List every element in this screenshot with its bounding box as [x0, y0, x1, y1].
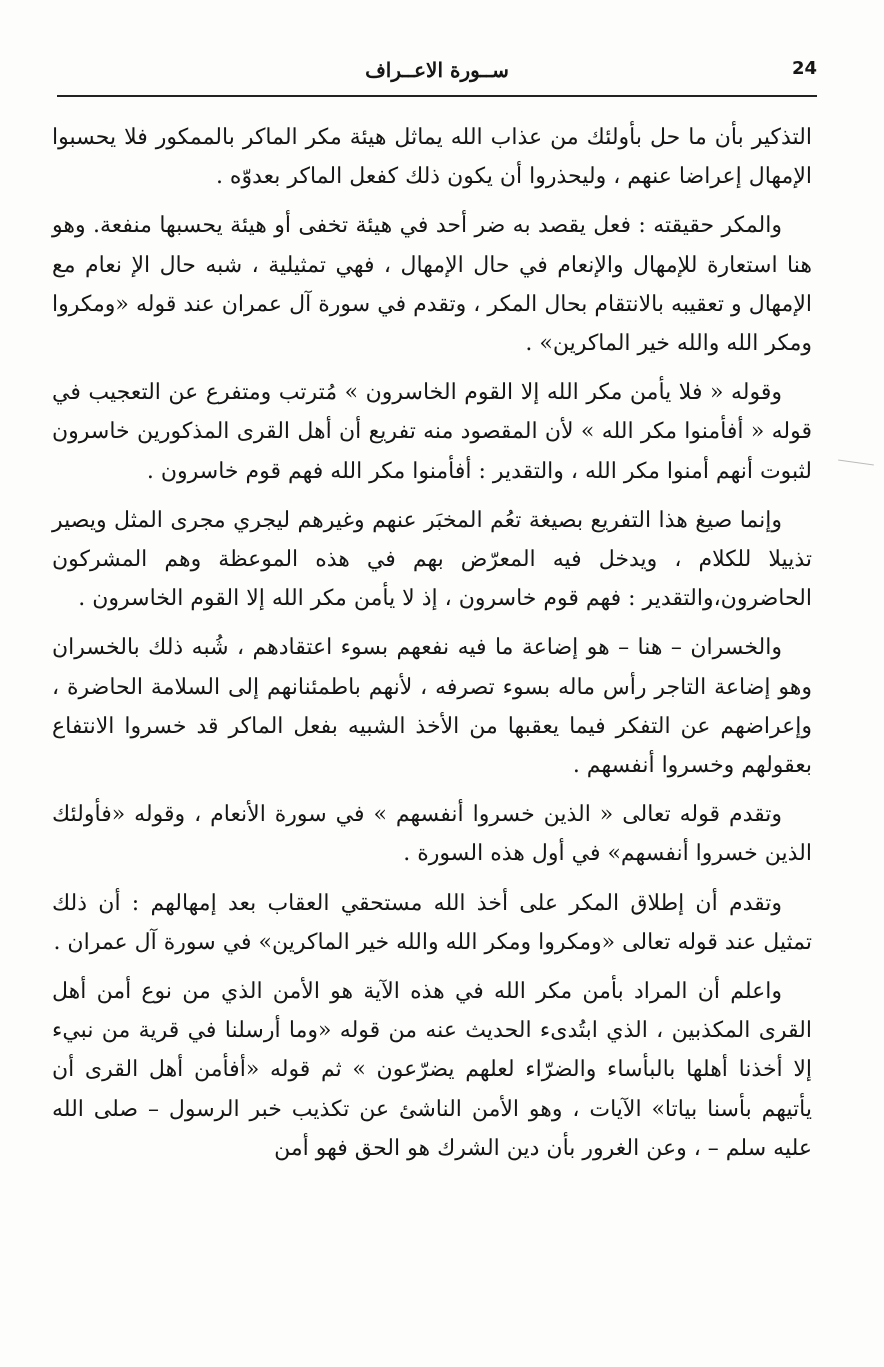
paragraph: وتقدم أن إطلاق المكر على أخذ الله مستحقي العقاب بعد إمهالهم : أن ذلك تمثيل عند قوله تعالى «ومكروا ومكر الله والله خير الماكرين» في سورة آل عمران .: [52, 890, 812, 955]
paragraph: التذكير بأن ما حل بأولئك من عذاب الله يماثل هيئة مكر الماكر بالممكور فلا يحسبوا الإمهال إعراضا عنهم ، وليحذروا أن يكون ذلك كفعل الماكر بعدوّه .: [52, 125, 812, 190]
page-header: [57, 58, 817, 94]
header-divider: [57, 95, 817, 97]
margin-pencil-mark: [838, 459, 874, 465]
paragraph: وقوله « فلا يأمن مكر الله إلا القوم الخاسرون » مُترتب ومتفرع عن التعجيب في قوله « أفأمنوا مكر الله » لأن المقصود منه تفريع أن أهل القرى المذكورين خاسرون لثبوت أنهم أمنوا مكر الله ، والتقدير : أفأمنوا مكر الله فهم قوم خاسرون .: [52, 380, 812, 484]
page-number: 24: [791, 58, 817, 79]
page-body: [52, 118, 812, 1178]
paragraph: والمكر حقيقته : فعل يقصد به ضر أحد في هيئة تخفى أو هيئة يحسبها منفعة. وهو هنا استعارة للإمهال والإنعام في حال الإمهال ، فهي تمثيلية ، شبه حال الإ نعام مع الإمهال و تعقيبه بالانتقام بحال المكر ، وتقدم في سورة آل عمران عند قوله «ومكروا ومكر الله والله خير الماكرين» .: [52, 213, 812, 357]
paragraph: وتقدم قوله تعالى « الذين خسروا أنفسهم » في سورة الأنعام ، وقوله «فأولئك الذين خسروا أنفسهم» في أول هذه السورة .: [52, 802, 812, 867]
paragraph: والخسران – هنا – هو إضاعة ما فيه نفعهم بسوء اعتقادهم ، شُبه ذلك بالخسران وهو إضاعة التاجر رأس ماله بسوء تصرفه ، لأنهم باطمئنانهم إلى السلامة الحاضرة ، وإعراضهم عن التفكر فيما يعقبها من الأخذ الشبيه بفعل الماكر قد خسروا الانتفاع بعقولهم وخسروا أنفسهم .: [52, 635, 812, 779]
surah-title: ســورة الاعــراف: [365, 58, 509, 82]
paragraph: وإنما صيغ هذا التفريع بصيغة تعُم المخبَر عنهم وغيرهم ليجري مجرى المثل ويصير تذييلا للكلام ، ويدخل فيه المعرّض بهم في هذه الموعظة وهم المشركون الحاضرون،والتقدير : فهم قوم خاسرون ، إذ لا يأمن مكر الله إلا القوم الخاسرون .: [52, 507, 812, 612]
paragraph: واعلم أن المراد بأمن مكر الله في هذه الآية هو الأمن الذي من نوع أمن أهل القرى المكذبين ، الذي ابتُدىء الحديث عنه من قوله «وما أرسلنا في قرية من نبيء إلا أخذنا أهلها بالبأساء والضرّاء لعلهم يضرّعون » ثم قوله «أفأمن أهل القرى أن يأتيهم بأسنا بياتا» الآيات ، وهو الأمن الناشئ عن تكذيب خبر الرسول – صلى الله عليه سلم – ، وعن الغرور بأن دين الشرك هو الحق فهو أمن: [52, 979, 812, 1161]
